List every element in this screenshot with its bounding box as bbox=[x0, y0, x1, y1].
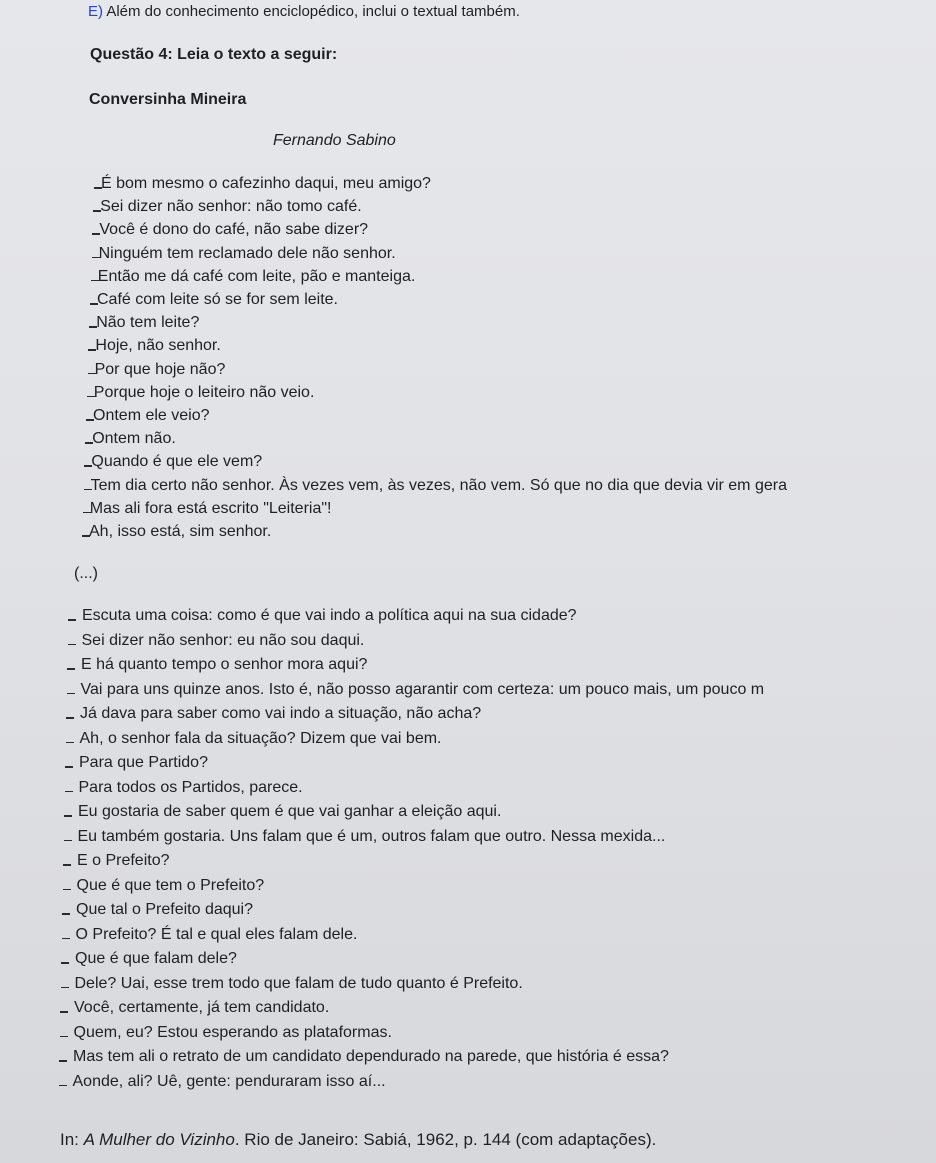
dialogue-line: Hoje, não senhor. bbox=[95, 337, 221, 355]
dialogue-dash bbox=[64, 840, 72, 842]
dialogue-line: Mas tem ali o retrato de um candidato dependurado na parede, que história é essa? bbox=[73, 1048, 669, 1065]
dialogue-dash bbox=[64, 815, 72, 817]
question-title: Questão 4: Leia o texto a seguir: bbox=[90, 46, 338, 63]
dialogue-line: Escuta uma coisa: como é que vai indo a política aqui na sua cidade? bbox=[82, 607, 577, 624]
dialogue-line: Café com leite só se for sem leite. bbox=[97, 291, 338, 308]
dialogue-line: Dele? Uai, esse trem todo que falam de tudo quanto é Prefeito. bbox=[74, 974, 523, 992]
dialogue-dash bbox=[66, 717, 74, 719]
dialogue-dash bbox=[68, 644, 76, 646]
dialogue-line: Ah, o senhor fala da situação? Dizem que vai bem. bbox=[79, 729, 442, 747]
dialogue-line: Então me dá café com leite, pão e manteiga. bbox=[97, 267, 416, 285]
dialogue-line: Sei dizer não senhor: não tomo café. bbox=[100, 198, 362, 216]
citation bbox=[60, 1130, 656, 1150]
dialogue-line: Para que Partido? bbox=[79, 754, 208, 771]
citation-book: A Mulher do Vizinho bbox=[83, 1130, 235, 1149]
dialogue-dash bbox=[68, 619, 76, 621]
dialogue-dash bbox=[61, 962, 69, 964]
dialogue-line: Ontem ele veio? bbox=[93, 407, 210, 424]
ellipsis: (...) bbox=[74, 565, 98, 582]
dialogue-line: Mas ali fora está escrito "Leiteria"! bbox=[89, 499, 332, 517]
dialogue-dash bbox=[60, 1036, 68, 1038]
dialogue-line: Ah, isso está, sim senhor. bbox=[89, 523, 272, 540]
dialogue-line: Quem, eu? Estou esperando as plataformas. bbox=[73, 1023, 392, 1041]
dialogue-line: Não tem leite? bbox=[96, 314, 200, 332]
dialogue-line: É bom mesmo o cafezinho daqui, meu amigo? bbox=[101, 175, 431, 192]
dialogue-line: Que é que tem o Prefeito? bbox=[76, 876, 265, 894]
dialogue-dash bbox=[60, 1011, 68, 1013]
dialogue-line: Que é que falam dele? bbox=[75, 950, 237, 967]
dialogue-line: Aonde, ali? Uê, gente: penduraram isso aí... bbox=[72, 1072, 386, 1090]
dialogue-line: Vai para uns quinze anos. Isto é, não posso agarantir com certeza: um pouco mais, um pouco m bbox=[80, 680, 765, 698]
dialogue-line: Para todos os Partidos, parece. bbox=[78, 778, 303, 796]
dialogue-dash bbox=[67, 693, 75, 695]
dialogue-dash bbox=[67, 668, 75, 670]
dialogue-line: Tem dia certo não senhor. Às vezes vem, às vezes, não vem. Só que no dia que devia vir em gera bbox=[90, 476, 787, 494]
option-e-text: Além do conhecimento enciclopédico, inclui o textual também. bbox=[106, 3, 520, 20]
dialogue-dash bbox=[59, 1060, 67, 1062]
dialogue-dash bbox=[65, 791, 73, 793]
option-e-letter: E) bbox=[88, 3, 103, 20]
dialogue-dash bbox=[65, 766, 73, 768]
author: Fernando Sabino bbox=[273, 132, 396, 149]
dialogue-line: Você, certamente, já tem candidato. bbox=[74, 999, 330, 1016]
story-title: Conversinha Mineira bbox=[89, 91, 247, 108]
dialogue-dash bbox=[61, 987, 69, 989]
dialogue-line: Por que hoje não? bbox=[94, 360, 226, 378]
citation-rest: . Rio de Janeiro: Sabiá, 1962, p. 144 (com adaptações). bbox=[234, 1130, 657, 1149]
dialogue-line: Já dava para saber como vai indo a situação, não acha? bbox=[80, 705, 482, 722]
option-e bbox=[88, 2, 520, 22]
dialogue-line: E o Prefeito? bbox=[77, 852, 170, 869]
dialogue-dash bbox=[63, 889, 71, 891]
dialogue-line: Que tal o Prefeito daqui? bbox=[76, 901, 254, 918]
dialogue-line: Eu também gostaria. Uns falam que é um, outros falam que outro. Nessa mexida... bbox=[77, 827, 666, 845]
dialogue-line: Você é dono do café, não sabe dizer? bbox=[99, 221, 369, 239]
dialogue-dash bbox=[66, 742, 74, 744]
dialogue-dash bbox=[63, 864, 71, 866]
dialogue-line: Ontem não. bbox=[92, 430, 176, 448]
dialogue-line: E há quanto tempo o senhor mora aqui? bbox=[81, 656, 368, 673]
dialogue-dash bbox=[62, 913, 70, 915]
dialogue-dash bbox=[62, 938, 70, 940]
citation-prefix: In: bbox=[60, 1130, 79, 1149]
dialogue-line: Quando é que ele vem? bbox=[91, 453, 263, 471]
dialogue-line: Sei dizer não senhor: eu não sou daqui. bbox=[81, 631, 365, 649]
dialogue-line: Porque hoje o leiteiro não veio. bbox=[93, 383, 315, 401]
dialogue-line: O Prefeito? É tal e qual eles falam dele. bbox=[75, 925, 358, 943]
dialogue-line: Ninguém tem reclamado dele não senhor. bbox=[98, 244, 396, 262]
dialogue-line: Eu gostaria de saber quem é que vai ganhar a eleição aqui. bbox=[78, 803, 502, 820]
dialogue-dash bbox=[59, 1085, 67, 1087]
